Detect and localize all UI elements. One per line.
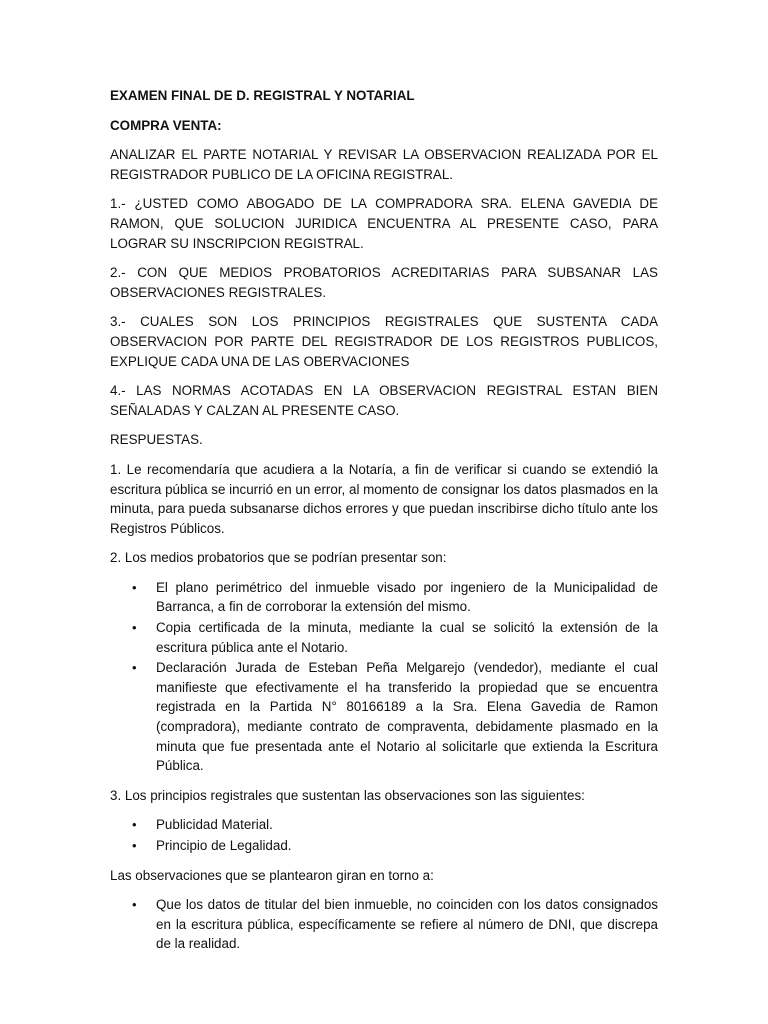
bullet-icon: •: [132, 817, 137, 833]
list-item: [110, 618, 658, 657]
list-item: [110, 658, 658, 776]
question-4: 4.- LAS NORMAS ACOTADAS EN LA OBSERVACION REGISTRAL ESTAN BIEN SEÑALADAS Y CALZAN AL PRESENTE CASO.: [110, 383, 658, 418]
list-item: [110, 815, 658, 835]
instructions-paragraph: ANALIZAR EL PARTE NOTARIAL Y REVISAR LA OBSERVACION REALIZADA POR EL REGISTRADOR PUBLICO DE LA OFICINA REGISTRAL.: [110, 147, 658, 182]
bullet-icon: •: [132, 660, 137, 676]
list-item-text: Publicidad Material.: [156, 817, 273, 833]
answer-2-intro: 2. Los medios probatorios que se podrían presentar son:: [110, 550, 447, 566]
list-item-text: Copia certificada de la minuta, mediante la cual se solicitó la extensión de la escritura pública ante el Notario.: [156, 620, 658, 655]
list-item: [110, 578, 658, 617]
question-1: 1.- ¿USTED COMO ABOGADO DE LA COMPRADORA SRA. ELENA GAVEDIA DE RAMON, QUE SOLUCION JURIDICA ENCUENTRA AL PRESENTE CASO, PARA LOGRAR SU INSCRIPCION REGISTRAL.: [110, 196, 658, 251]
bullet-icon: •: [132, 620, 137, 636]
bullet-icon: •: [132, 838, 137, 853]
list-item-text: Que los datos de titular del bien inmueble, no coinciden con los datos consignados en la escritura pública, específicamente se refiere al número de DNI, que discrepa de la realidad.: [156, 897, 658, 952]
answer-2-list: [110, 578, 658, 776]
list-item-text: El plano perimétrico del inmueble visado por ingeniero de la Municipalidad de Barranca, a fin de corroborar la extensión del mismo.: [156, 579, 658, 615]
list-item: [110, 836, 658, 856]
document-title: EXAMEN FINAL DE D. REGISTRAL Y NOTARIAL: [110, 88, 415, 103]
observations-list: [110, 895, 658, 954]
answer-3-list: [110, 815, 658, 855]
list-item: [110, 895, 658, 954]
document-subtitle: COMPRA VENTA:: [110, 117, 222, 133]
observations-intro: Las observaciones que se plantearon giran en torno a:: [110, 867, 434, 883]
list-item-text: Principio de Legalidad.: [156, 838, 292, 853]
answers-heading: RESPUESTAS.: [110, 432, 203, 448]
question-2: 2.- CON QUE MEDIOS PROBATORIOS ACREDITARIAS PARA SUBSANAR LAS OBSERVACIONES REGISTRALES.: [110, 265, 658, 300]
answer-1: 1. Le recomendaría que acudiera a la Notaría, a fin de verificar si cuando se extendió la escritura pública se incurrió en un error, al momento de consignar los datos plasmados en la minuta, para pueda subsanarse dichos errores y que puedan inscribirse dicho título ante los Registros Públicos.: [110, 461, 658, 536]
bullet-icon: •: [132, 897, 137, 913]
document-page: [110, 86, 658, 964]
list-item-text: Declaración Jurada de Esteban Peña Melgarejo (vendedor), mediante el cual manifieste que efectivamente el ha transferido la propiedad que se encuentra registrada en la Partida N° 80166189 a la Sra. Elena Gavedia de Ramon (compradora), mediante contrato de compraventa, debidamente plasmado en la minuta que fue presentada ante el Notario al solicitarle que extienda la Escritura Pública.: [156, 660, 658, 774]
answer-3-intro: 3. Los principios registrales que sustentan las observaciones son las siguientes:: [110, 787, 585, 803]
bullet-icon: •: [132, 579, 137, 595]
question-3: 3.- CUALES SON LOS PRINCIPIOS REGISTRALES QUE SUSTENTA CADA OBSERVACION POR PARTE DEL REGISTRADOR DE LOS REGISTROS PUBLICOS, EXPLIQUE CADA UNA DE LAS OBERVACIONES: [110, 314, 658, 369]
